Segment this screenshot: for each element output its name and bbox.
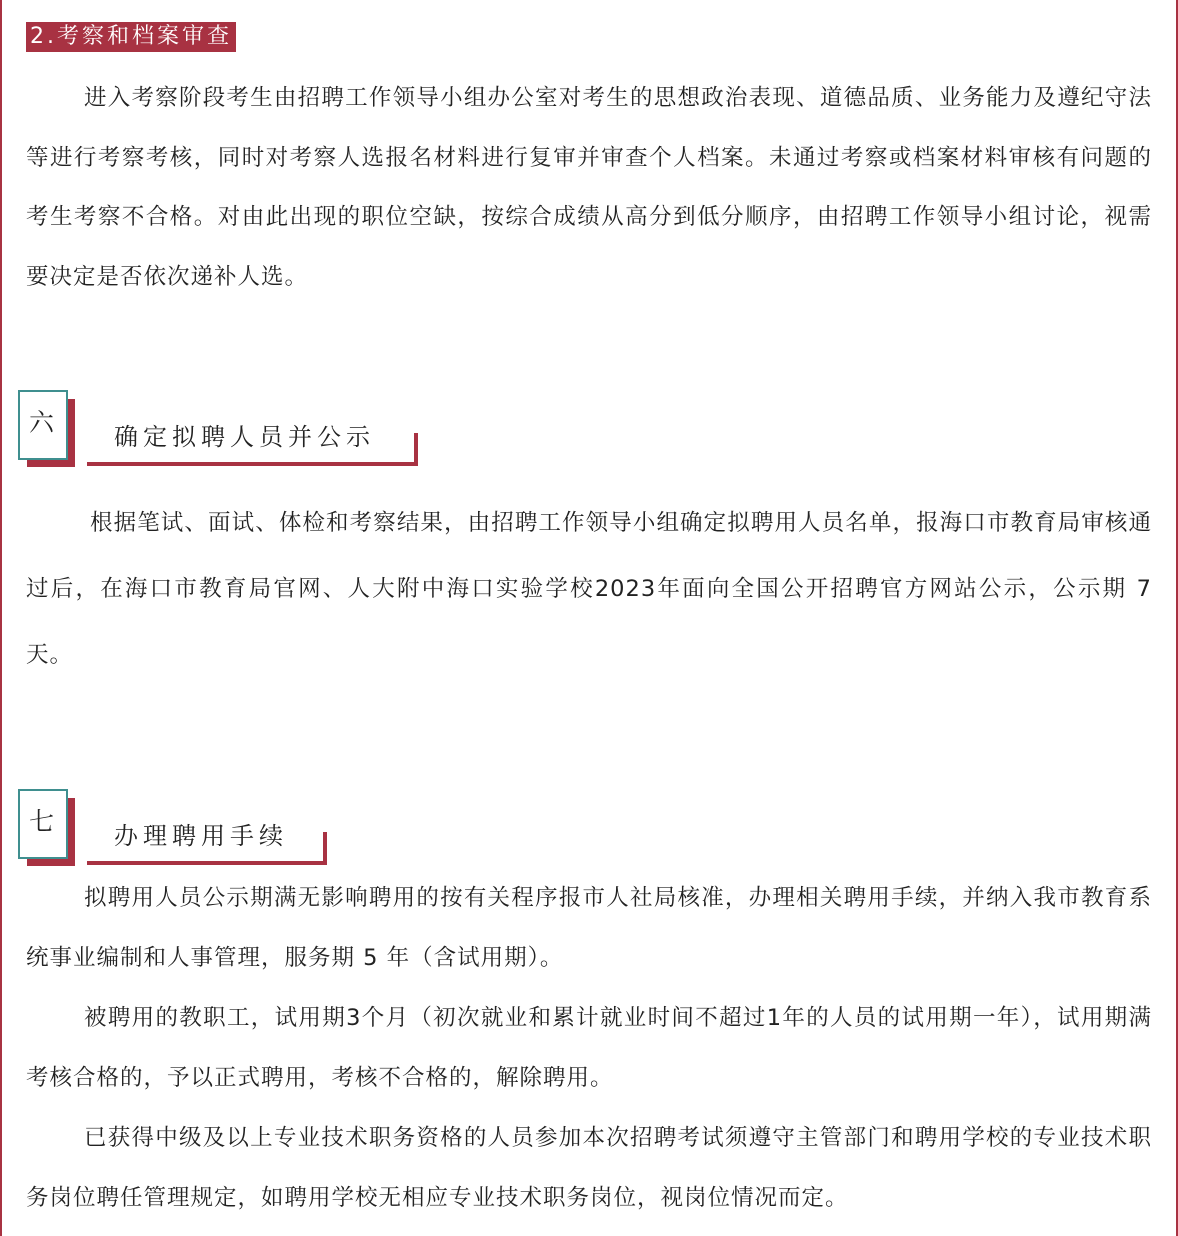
section-number-box bbox=[18, 390, 68, 460]
section-number-box bbox=[18, 789, 68, 859]
publicity-paragraph: 根据笔试、面试、体检和考察结果，由招聘工作领导小组确定拟聘用人员名单，报海口市教育局审核通过后，在海口市教育局官网、人大附中海口实验学校2023年面向全国公开招聘官方网站公示，公示期 7 天。 bbox=[26, 510, 1152, 668]
title-underline-tick bbox=[323, 832, 327, 865]
hiring-paragraph-1: 拟聘用人员公示期满无影响聘用的按有关程序报市人社局核准，办理相关聘用手续，并纳入我市教育系统事业编制和人事管理，服务期 5 年（含试用期）。 bbox=[26, 885, 1152, 971]
hiring-paragraph-2: 被聘用的教职工，试用期3个月（初次就业和累计就业时间不超过1年的人员的试用期一年），试用期满考核合格的，予以正式聘用，考核不合格的，解除聘用。 bbox=[26, 1005, 1152, 1091]
section-header-7 bbox=[18, 789, 438, 869]
left-border-line bbox=[0, 0, 2, 1236]
section-header-6 bbox=[18, 390, 438, 470]
section-title: 确定拟聘人员并公示 bbox=[114, 423, 375, 451]
section-number: 七 bbox=[29, 807, 55, 836]
section-title: 办理聘用手续 bbox=[114, 822, 288, 850]
title-underline-tick bbox=[414, 433, 418, 466]
title-underline bbox=[87, 861, 327, 865]
hiring-paragraph-3: 已获得中级及以上专业技术职务资格的人员参加本次招聘考试须遵守主管部门和聘用学校的专业技术职务岗位聘任管理规定，如聘用学校无相应专业技术职务岗位，视岗位情况而定。 bbox=[26, 1125, 1152, 1211]
review-paragraph: 进入考察阶段考生由招聘工作领导小组办公室对考生的思想政治表现、道德品质、业务能力及遵纪守法等进行考察考核，同时对考察人选报名材料进行复审并审查个人档案。未通过考察或档案材料审核有问题的考生考察不合格。对由此出现的职位空缺，按综合成绩从高分到低分顺序，由招聘工作领导小组讨论，视需要决定是否依次递补人选。 bbox=[26, 85, 1152, 290]
subsection-heading: 2.考察和档案审查 bbox=[26, 22, 236, 52]
title-underline bbox=[87, 462, 418, 466]
section-number: 六 bbox=[29, 408, 55, 437]
